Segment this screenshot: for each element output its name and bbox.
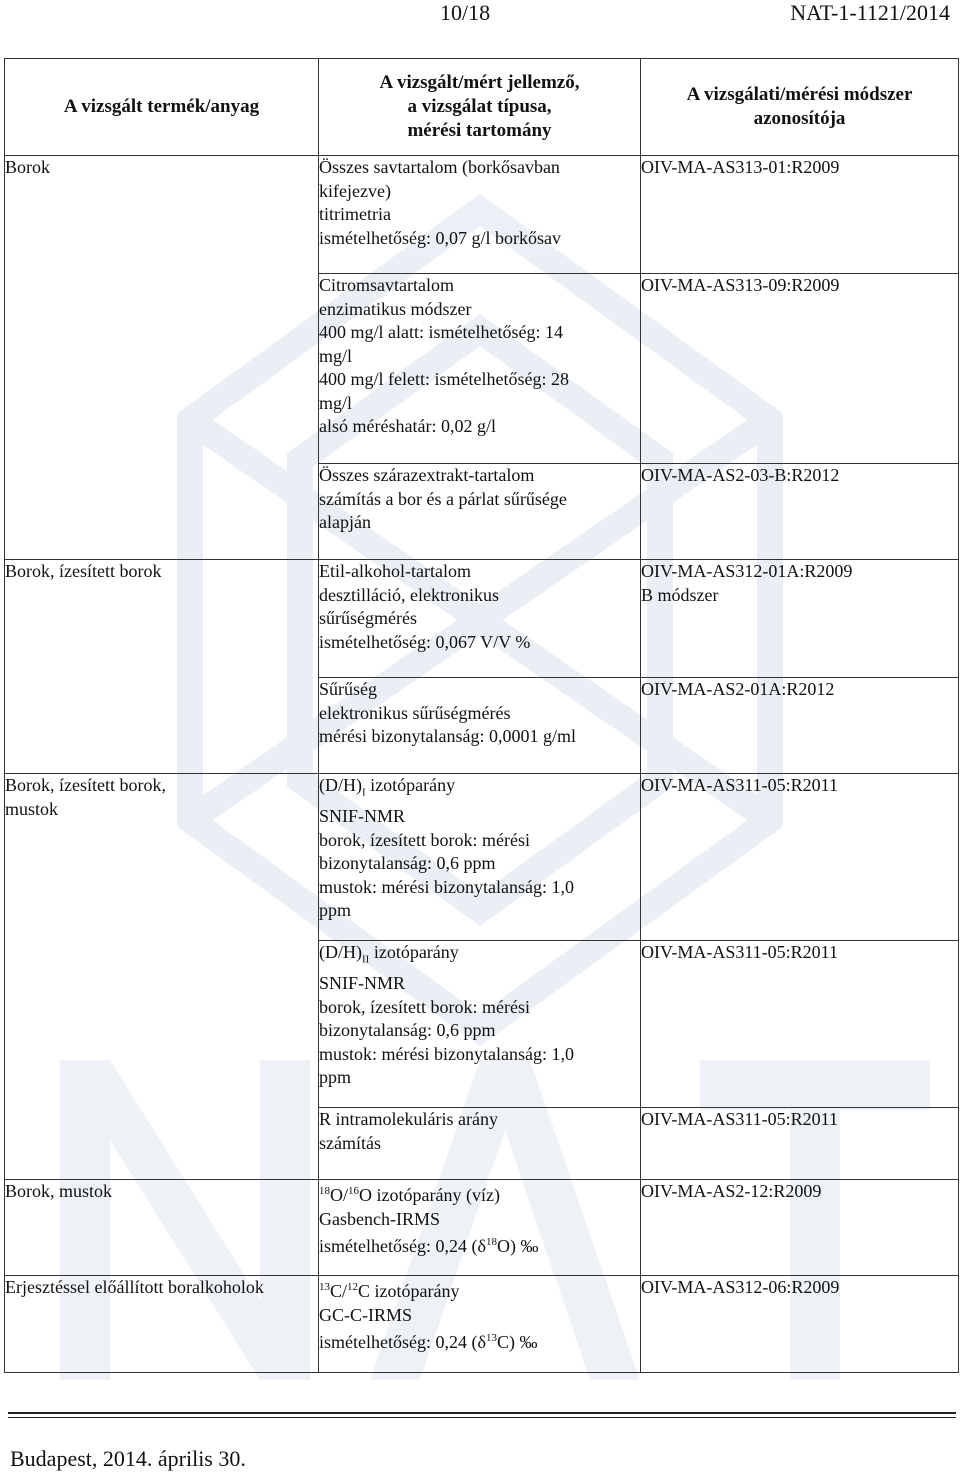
characteristic-cell: $(D/H)_I$ izotóparány SNIF-NMR borok, ízesített borok: mérési bizonytalanság: 0,6 ppm mustok: mérési bizonytalanság: 1,0 ppm <box>319 774 641 941</box>
method-cell: OIV-MA-AS312-01A:R2009 B módszer <box>641 560 959 678</box>
method-cell: OIV-MA-AS313-01:R2009 <box>641 156 959 274</box>
column-header-characteristic: A vizsgált/mért jellemző, a vizsgálat típusa, mérési tartomány <box>319 59 641 156</box>
place-date: Budapest, 2014. április 30. <box>10 1446 246 1471</box>
footer-divider <box>8 1412 956 1414</box>
characteristic-cell: Sűrűség elektronikus sűrűségmérés mérési bizonytalanság: 0,0001 g/ml <box>319 678 641 774</box>
footer-divider-thin <box>8 1417 956 1418</box>
column-header-method: A vizsgálati/mérési módszer azonosítója <box>641 59 959 156</box>
table-row <box>5 156 959 274</box>
characteristic-cell: R intramolekuláris arány számítás <box>319 1108 641 1180</box>
method-cell: OIV-MA-AS313-09:R2009 <box>641 274 959 464</box>
method-cell: OIV-MA-AS311-05:R2011 <box>641 774 959 941</box>
accreditation-table <box>4 58 959 1373</box>
characteristic-cell: Etil-alkohol-tartalom desztilláció, elektronikus sűrűségmérés ismételhetőség: 0,067 V/V % <box>319 560 641 678</box>
document-id: NAT-1-1121/2014 <box>790 0 950 25</box>
characteristic-cell: Összes szárazextrakt-tartalom számítás a bor és a párlat sűrűsége alapján <box>319 464 641 560</box>
page-header <box>0 0 960 30</box>
page-number: 10/18 <box>440 0 491 25</box>
product-cell: Borok, mustok <box>5 1180 319 1276</box>
characteristic-cell: Összes savtartalom (borkősavban kifejezve) titrimetria ismételhetőség: 0,07 g/l borkősav <box>319 156 641 274</box>
method-cell: OIV-MA-AS2-12:R2009 <box>641 1180 959 1276</box>
product-cell: Borok, ízesített borok <box>5 560 319 774</box>
method-cell: OIV-MA-AS311-05:R2011 <box>641 1108 959 1180</box>
table-header-row <box>5 59 959 156</box>
table-row <box>5 1180 959 1276</box>
characteristic-cell: $^{18}$O/$^{16}$O izotóparány (víz) Gasbench-IRMS ismételhetőség: 0,24 $(\delta^{18}O)$ ‰ <box>319 1180 641 1276</box>
table-row <box>5 774 959 941</box>
method-cell: OIV-MA-AS312-06:R2009 <box>641 1276 959 1373</box>
product-cell: Borok, ízesített borok, mustok <box>5 774 319 1180</box>
method-cell: OIV-MA-AS2-03-B:R2012 <box>641 464 959 560</box>
method-cell: OIV-MA-AS311-05:R2011 <box>641 941 959 1108</box>
product-cell: Erjesztéssel előállított boralkoholok <box>5 1276 319 1373</box>
table-row <box>5 560 959 678</box>
characteristic-cell: $(D/H)_{II}$ izotóparány SNIF-NMR borok, ízesített borok: mérési bizonytalanság: 0,6 ppm mustok: mérési bizonytalanság: 1,0 ppm <box>319 941 641 1108</box>
column-header-product: A vizsgált termék/anyag <box>5 59 319 156</box>
product-cell: Borok <box>5 156 319 560</box>
method-cell: OIV-MA-AS2-01A:R2012 <box>641 678 959 774</box>
characteristic-cell: $^{13}$C/$^{12}$C izotóparány GC-C-IRMS ismételhetőség: 0,24 $(\delta^{13}C)$ ‰ <box>319 1276 641 1373</box>
characteristic-cell: Citromsavtartalom enzimatikus módszer 400 mg/l alatt: ismételhetőség: 14 mg/l 400 mg/l felett: ismételhetőség: 28 mg/l alsó méréshatár: 0,02 g/l <box>319 274 641 464</box>
table-row <box>5 1276 959 1373</box>
